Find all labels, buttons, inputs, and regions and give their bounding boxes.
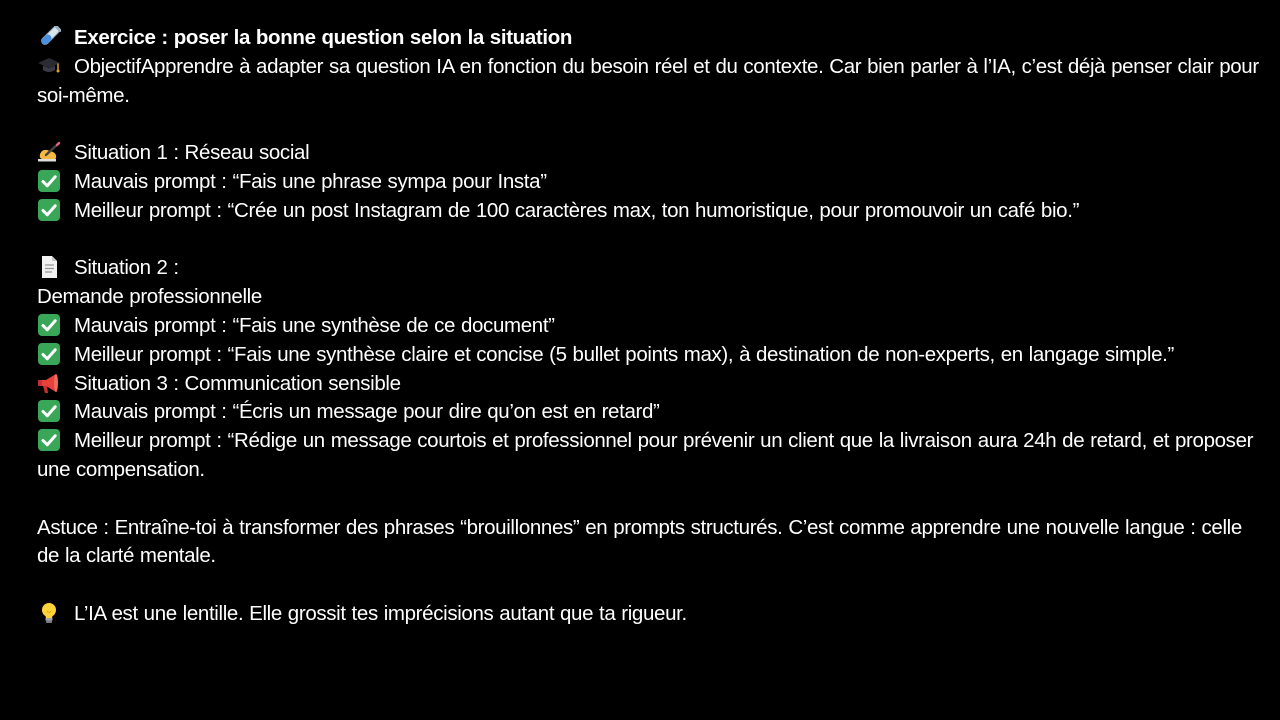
megaphone-icon [37, 372, 61, 394]
situation3-heading-text: Situation 3 : Communication sensible [74, 371, 401, 395]
situation1-heading-text: Situation 1 : Réseau social [74, 141, 310, 165]
situation3-good-text: Meilleur prompt : “Rédige un message courtois et professionnel pour prévenir un client que la livraison aura 24h de retard, et proposer une compensation. [37, 429, 1254, 481]
situation2-good [37, 341, 1269, 370]
situation3-bad-text: Mauvais prompt : “Écris un message pour dire qu’on est en retard” [74, 400, 660, 424]
writing-hand-icon [37, 141, 61, 163]
test-tube-icon [37, 26, 61, 48]
situation1-heading [37, 139, 1269, 168]
situation3-bad [37, 398, 1269, 427]
situation3-good [37, 427, 1269, 485]
situation1-good [37, 197, 1269, 226]
situation1-bad [37, 168, 1269, 197]
page-document-icon [37, 256, 61, 278]
page-title: Exercice : poser la bonne question selon la situation [74, 26, 573, 49]
situation2-good-text: Meilleur prompt : “Fais une synthèse claire et concise (5 bullet points max), à destination de non-experts, en langage simple.” [74, 342, 1174, 366]
situation2-heading [37, 254, 1269, 283]
situation3-heading [37, 370, 1269, 399]
situation1-good-text: Meilleur prompt : “Crée un post Instagram de 100 caractères max, ton humoristique, pour promouvoir un café bio.” [74, 198, 1080, 222]
title-line [37, 24, 1269, 53]
check-mark-button-icon [37, 400, 61, 422]
situation2-heading-text: Situation 2 : [74, 256, 179, 280]
spacer [37, 110, 1269, 139]
situation2-bad [37, 312, 1269, 341]
objective-text: ObjectifApprendre à adapter sa question IA en fonction du besoin réel et du contexte. Car bien parler à l’IA, c’est déjà penser clair pour soi-même. [37, 54, 1259, 107]
closing-text: L’IA est une lentille. Elle grossit tes imprécisions autant que ta rigueur. [74, 601, 687, 625]
light-bulb-icon [37, 602, 61, 624]
situation2-bad-text: Mauvais prompt : “Fais une synthèse de ce document” [74, 313, 555, 337]
tip-paragraph: Astuce : Entraîne-toi à transformer des phrases “brouillonnes” en prompts structurés. C’est comme apprendre une nouvelle langue : celle de la clarté mentale. [37, 515, 1242, 568]
spacer [37, 485, 1269, 514]
check-mark-button-icon [37, 199, 61, 221]
check-mark-button-icon [37, 170, 61, 192]
situation1-bad-text: Mauvais prompt : “Fais une phrase sympa pour Insta” [74, 169, 547, 193]
situation2-subheading: Demande professionnelle [37, 285, 262, 309]
objective-line [37, 53, 1269, 111]
graduation-cap-icon [37, 55, 61, 77]
spacer [37, 226, 1269, 255]
check-mark-button-icon [37, 314, 61, 336]
spacer [37, 571, 1269, 600]
check-mark-button-icon [37, 429, 61, 451]
check-mark-button-icon [37, 343, 61, 365]
closing-line [37, 600, 1269, 629]
exercise-document [37, 24, 1269, 629]
